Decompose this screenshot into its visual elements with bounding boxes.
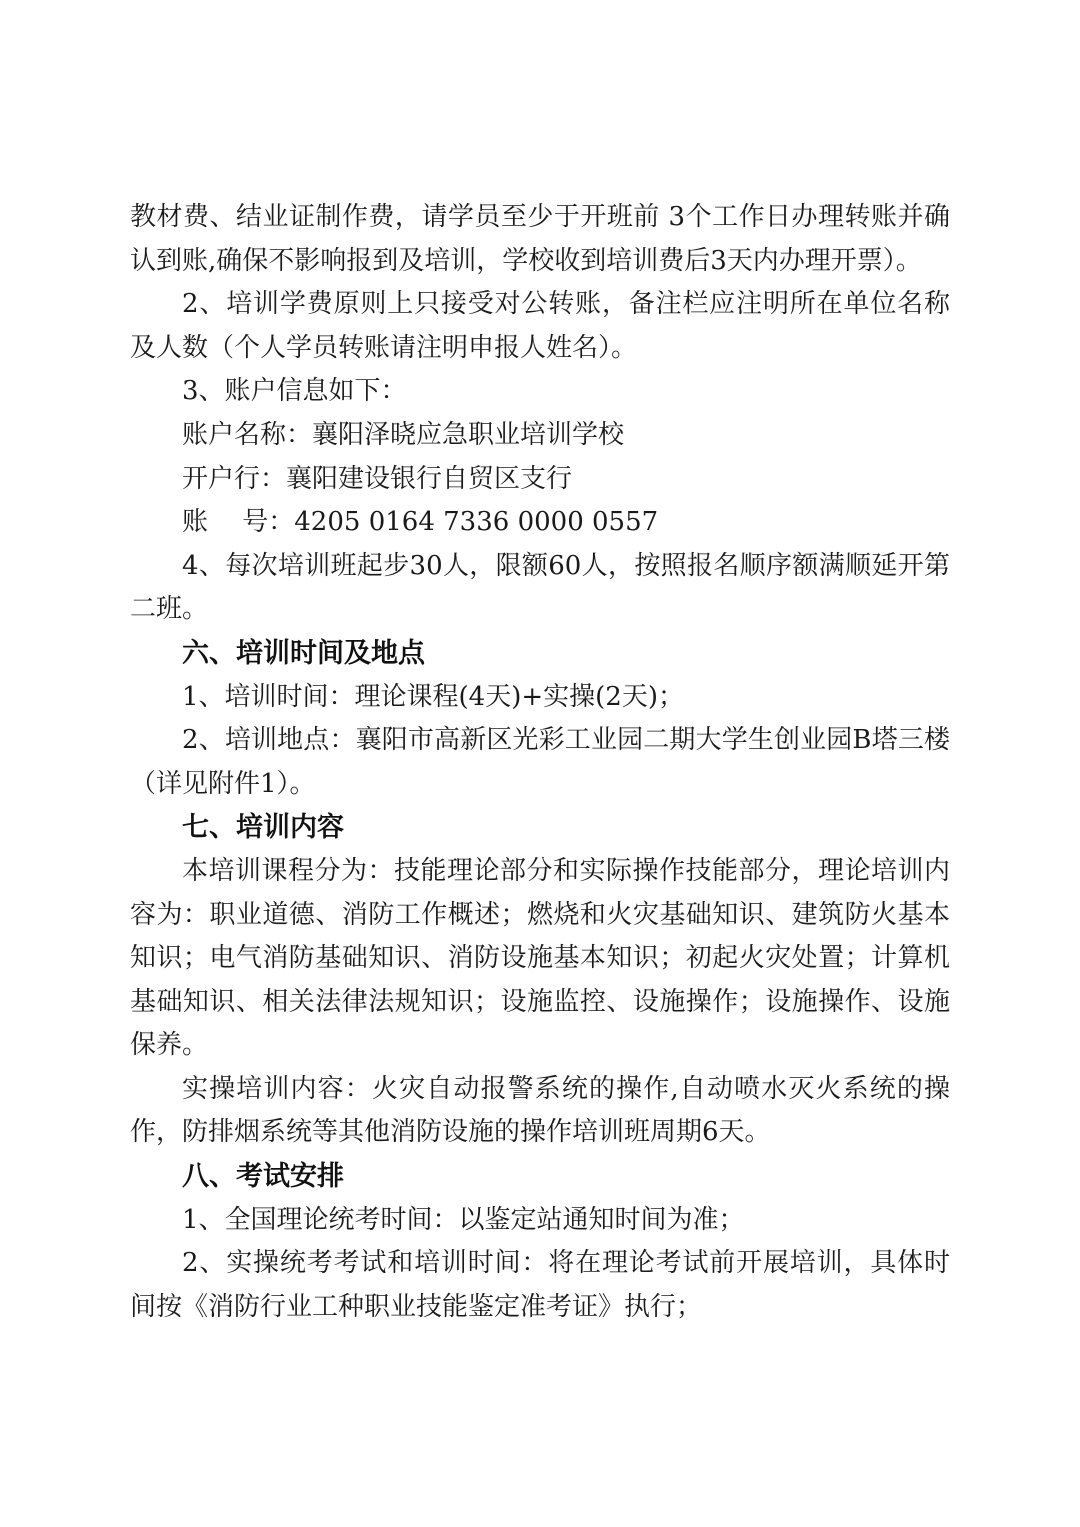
practical-content: 实操培训内容：火灾自动报警系统的操作,自动喷水灭火系统的操作，防排烟系统等其他消防设施的操作培训班周期6天。 xyxy=(130,1073,950,1148)
practical-exam-time: 2、实操统考考试和培训时间：将在理论考试前开展培训，具体时间按《消防行业工种职业技能鉴定准考证》执行； xyxy=(130,1248,950,1322)
theory-content: 本培训课程分为：技能理论部分和实际操作技能部分，理论培训内容为：职业道德、消防工作概述；燃烧和火灾基础知识、建筑防火基本知识；电气消防基础知识、消防设施基本知识；初起火灾处置；计算机基础知识、相关法律法规知识；设施监控、设施操作；设施操作、设施保养。 xyxy=(130,855,950,1061)
fee-paragraph: 教材费、结业证制作费，请学员至少于开班前 3个工作日办理转账并确认到账,确保不影响报到及培训，学校收到培训费后3天内办理开票）。 xyxy=(130,202,950,276)
section-heading-time-location: 六、培训时间及地点 xyxy=(182,637,425,669)
bank-name: 开户行：襄阳建设银行自贸区支行 xyxy=(182,463,573,494)
training-time: 1、培训时间：理论课程(4天)+实操(2天)； xyxy=(182,681,684,712)
theory-exam-time: 1、全国理论统考时间：以鉴定站通知时间为准； xyxy=(182,1204,745,1235)
training-location: 2、培训地点：襄阳市高新区光彩工业园二期大学生创业园B塔三楼（详见附件1）。 xyxy=(130,725,950,799)
account-name: 账户名称：襄阳泽晓应急职业培训学校 xyxy=(182,419,625,450)
transfer-paragraph: 2、培训学费原则上只接受对公转账，备注栏应注明所在单位名称及人数（个人学员转账请注明申报人姓名）。 xyxy=(130,289,950,363)
section-heading-content: 七、培训内容 xyxy=(182,812,344,844)
account-number: 账 号：4205 0164 7336 0000 0557 xyxy=(182,507,659,538)
account-info-label: 3、账户信息如下： xyxy=(182,376,407,407)
class-size-paragraph: 4、每次培训班起步30人，限额60人，按照报名顺序额满顺延开第二班。 xyxy=(130,550,950,625)
section-heading-exam: 八、考试安排 xyxy=(182,1161,344,1193)
document-body xyxy=(130,196,950,1329)
